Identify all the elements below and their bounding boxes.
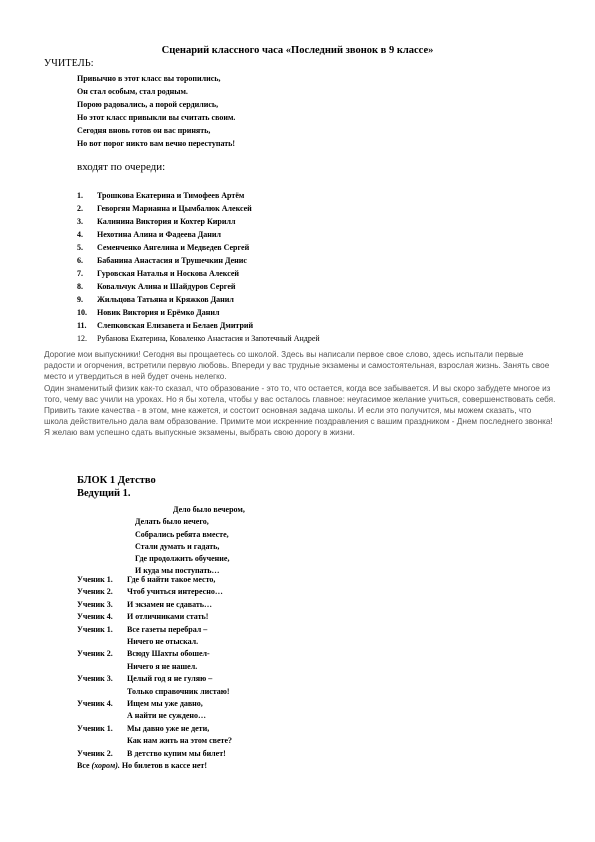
block-heading: БЛОК 1 Детство <box>77 475 156 486</box>
poem-line: И куда мы поступать… <box>135 566 220 576</box>
list-item <box>77 280 320 293</box>
poem-line: Сегодня вновь готов он вас принять, <box>77 126 211 135</box>
host-poem <box>135 504 245 578</box>
host-label: Ведущий 1. <box>77 488 131 499</box>
item-text: Гуровская Наталья и Носкова Алексей <box>97 269 240 278</box>
item-number: 12. <box>77 334 87 343</box>
item-number: 7. <box>77 269 83 278</box>
list-item <box>77 319 320 332</box>
poem-line: Стали думать и гадать, <box>135 541 220 551</box>
list-item <box>77 267 320 280</box>
item-text: Ковальчук Алина и Шайдуров Сергей <box>97 282 236 291</box>
final-text: Но билетов в кассе нет! <box>119 761 207 771</box>
item-number: 5. <box>77 243 83 252</box>
speaker-label: Ученик 4. <box>77 699 113 709</box>
dialog-line <box>77 748 232 760</box>
teacher-speech <box>44 349 556 439</box>
list-item <box>77 293 320 306</box>
chorus-note: (хором). <box>91 761 120 771</box>
dialog-line <box>77 648 232 660</box>
line-text: Целый год я не гуляю – <box>127 674 213 684</box>
list-item <box>77 332 320 345</box>
speaker-label: Ученик 4. <box>77 612 113 622</box>
poem-line: Он стал особым, стал родным. <box>77 87 188 96</box>
speaker-label: Ученик 1. <box>77 575 113 584</box>
dialog-line-continued: Как нам жить на этом свете? <box>127 736 233 746</box>
dialog-line-continued: Только справочник листаю! <box>127 686 230 696</box>
list-item <box>77 215 320 228</box>
opening-poem <box>77 72 235 150</box>
line-text: Чтоб учиться интересно… <box>127 587 223 597</box>
dialog-line <box>77 723 232 735</box>
dialog-line <box>77 586 232 598</box>
line-text: Мы давно уже не дети, <box>127 723 210 733</box>
list-item <box>77 306 320 319</box>
item-text: Новик Виктория и Ерёмко Данил <box>97 308 220 317</box>
poem-line: Привычно в этот класс вы торопились, <box>77 74 221 83</box>
item-number: 2. <box>77 204 83 213</box>
line-text: Всюду Шахты обошел- <box>127 649 210 659</box>
dialog-line <box>77 599 232 611</box>
item-text: Семенченко Ангелина и Медведев Сергей <box>97 243 250 252</box>
pairs-list <box>77 189 320 345</box>
dialog-line <box>77 624 232 636</box>
dialog-line <box>77 673 232 685</box>
item-text: Жильцова Татьяна и Кряжков Данил <box>97 295 234 304</box>
item-text: Геворгян Марианна и Цымбалюк Алексей <box>97 204 252 213</box>
dialog-line <box>77 574 232 586</box>
page-title: Сценарий классного часа «Последний звонок в 9 классе» <box>161 45 434 56</box>
list-item <box>77 202 320 215</box>
speaker-label: Ученик 1. <box>77 723 113 733</box>
dialog-final-line <box>77 760 232 772</box>
poem-line: Порою радовались, а порой сердились, <box>77 100 219 109</box>
poem-line: Дело было вечером, <box>173 505 245 514</box>
item-text: Нехотина Алина и Фадеева Данил <box>97 230 221 239</box>
item-number: 9. <box>77 295 83 304</box>
item-text: Трошкова Екатерина и Тимофеев Артём <box>97 191 245 200</box>
item-text: Бабанина Анастасия и Трушечкин Денис <box>97 256 247 265</box>
dialog-line-continued: А найти не суждено… <box>127 711 207 721</box>
line-text: В детство купим мы билет! <box>127 748 226 758</box>
line-text: И отличниками стать! <box>127 612 209 622</box>
line-text: Где б найти такое место, <box>127 575 216 584</box>
line-text: Все газеты перебрал – <box>127 624 208 634</box>
speaker-label: Ученик 2. <box>77 748 113 758</box>
speech-paragraph: Дорогие мои выпускники! Сегодня вы прощаетесь со школой. Здесь вы написали первое свое слово, здесь испытали первые радости и огорчения, встретили первую любовь. Впереди у вас трудные экзамены и самостоятельная, взрослая жизнь. Занять свое место и утвердиться в ней будет очень нелегко. <box>44 350 550 382</box>
item-number: 3. <box>77 217 83 226</box>
dialog <box>77 574 232 773</box>
poem-line: Где продолжить обучение, <box>135 554 230 564</box>
final-prefix: Все <box>77 761 92 771</box>
item-number: 11. <box>77 321 87 330</box>
item-number: 10. <box>77 308 87 317</box>
item-text: Калинина Виктория и Кохтер Кирилл <box>97 217 236 226</box>
speaker-label: Ученик 3. <box>77 599 113 609</box>
item-text: Рубанова Екатерина, Коваленко Анастасия и Запотечный Андрей <box>97 334 320 343</box>
dialog-line <box>77 698 232 710</box>
line-text: И экзамен не сдавать… <box>127 599 213 609</box>
poem-line: Делать было нечего, <box>135 517 209 527</box>
list-item <box>77 254 320 267</box>
speech-paragraph: Один знаменитый физик как-то сказал, что образование - это то, что остается, когда все забывается. И вы скоро забудете многое из того, чему вас учили на уроках. Но я бы хотела, чтобы у вас осталось главное: неугасимое желание учиться, совершенствовать себя. Привить такие качества - в этом, мне кажется, и состоит основная задача школы. И если это получится, мы можем сказать, что школа действительно дала вам образование. Примите мои искренние поздравления с вашим праздником - Днем последнего звонка! Я желаю вам успешно сдать выпускные экзамены, выбрать свою дорогу в жизни. <box>44 383 556 438</box>
dialog-line-continued: Ничего не отыскал. <box>127 637 199 647</box>
dialog-line-continued: Ничего я не нашел. <box>127 661 198 671</box>
poem-line: Но этот класс привыкли вы считать своим. <box>77 113 236 122</box>
item-number: 1. <box>77 191 83 200</box>
speaker-label: Ученик 1. <box>77 624 113 634</box>
line-text: Ищем мы уже давно, <box>127 699 203 709</box>
dialog-line <box>77 611 232 623</box>
item-text: Слепковская Елизавета и Белаев Дмитрий <box>97 321 254 330</box>
poem-line: Но вот порог никто вам вечно переступать! <box>77 139 236 148</box>
speaker-label: Ученик 2. <box>77 587 113 597</box>
item-number: 4. <box>77 230 83 239</box>
list-item <box>77 189 320 202</box>
poem-line: Собрались ребята вместе, <box>135 529 229 539</box>
speaker-label: Ученик 3. <box>77 674 113 684</box>
item-number: 8. <box>77 282 83 291</box>
item-number: 6. <box>77 256 83 265</box>
list-item <box>77 228 320 241</box>
teacher-label: УЧИТЕЛЬ: <box>44 58 94 69</box>
list-item <box>77 241 320 254</box>
speaker-label: Ученик 2. <box>77 649 113 659</box>
enter-label: входят по очереди: <box>77 161 166 173</box>
